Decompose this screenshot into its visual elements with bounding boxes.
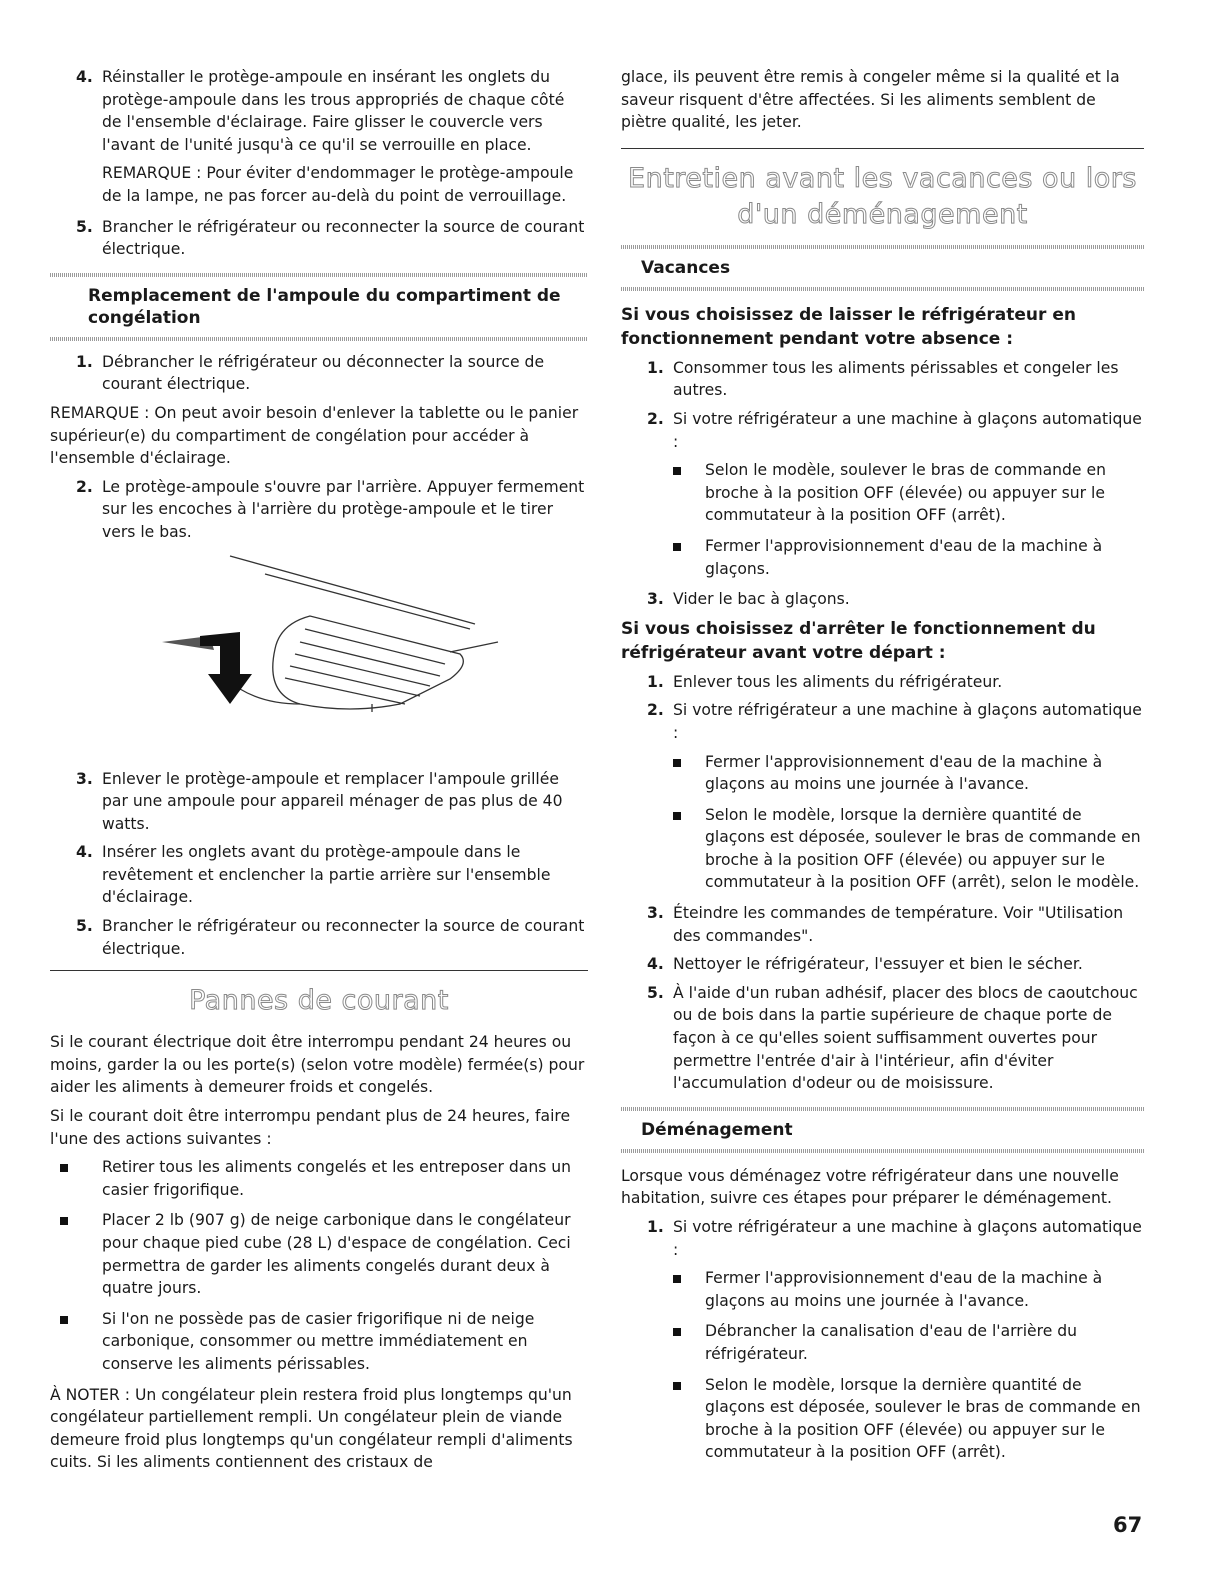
- moving-step-1-bullet-2: Débrancher la canalisation d'eau de l'arrière du réfrigérateur.: [621, 1320, 1144, 1365]
- off-step-2: 2. Si votre réfrigérateur a une machine à glaçons automatique :: [647, 701, 1142, 742]
- off-step-3: 3. Éteindre les commandes de température. Voir "Utilisation des commandes".: [647, 904, 1124, 945]
- note-lamp-shield: REMARQUE : Pour éviter d'endommager le protège-ampoule de la lampe, ne pas forcer au-delà du point de verrouillage.: [102, 164, 574, 205]
- power-para-1: Si le courant électrique doit être interrompu pendant 24 heures ou moins, garder la ou les porte(s) (selon votre modèle) fermée(s) pour aider les aliments à demeurer froids et congelés.: [50, 1033, 585, 1097]
- bullet-square-icon: [60, 1316, 68, 1324]
- moving-step-1-bullet-3: Selon le modèle, lorsque la dernière quantité de glaçons est déposée, soulever le bras de commande en broche à la position OFF (élevée) ou appuyer sur le commutateur à la position OFF (arrêt).: [621, 1374, 1144, 1464]
- vacation-subheading-off: Si vous choisissez d'arrêter le fonctionnement du réfrigérateur avant votre départ :: [621, 618, 1096, 663]
- bullet-square-icon: [60, 1164, 68, 1172]
- care-title-line-2: d'un déménagement: [737, 198, 1028, 230]
- step-4: 4. Réinstaller le protège-ampoule en insérant les onglets du protège-ampoule dans les trous appropriés de chaque côté de l'ensemble d'éclairage. Faire glisser le couvercle vers l'avant de l'unité jusqu'à ce qu'il se verrouille en place.: [76, 68, 565, 154]
- vacation-subheading-running: Si vous choisissez de laisser le réfrigérateur en fonctionnement pendant votre absence :: [621, 304, 1076, 349]
- freezer-step-4: 4. Insérer les onglets avant du protège-ampoule dans le revêtement et enclencher la partie arrière sur l'ensemble d'éclairage.: [76, 843, 551, 907]
- bullet-square-icon: [673, 1382, 681, 1390]
- off-step-1: 1. Enlever tous les aliments du réfrigérateur.: [647, 672, 1003, 691]
- moving-heading: Déménagement: [641, 1119, 793, 1140]
- moving-step-1: 1. Si votre réfrigérateur a une machine à glaçons automatique :: [647, 1218, 1142, 1259]
- power-outage-title: Pannes de courant: [189, 985, 449, 1017]
- right-column: [621, 66, 1144, 1472]
- vacation-step-2-bullet-2: Fermer l'approvisionnement d'eau de la machine à glaçons.: [621, 535, 1144, 580]
- divider-hatch: [621, 1149, 1144, 1153]
- vacation-step-2: 2. Si votre réfrigérateur a une machine à glaçons automatique :: [647, 409, 1142, 451]
- power-para-2: Si le courant doit être interrompu pendant plus de 24 heures, faire l'une des actions suivantes :: [50, 1107, 571, 1148]
- divider-hatch: [621, 287, 1144, 291]
- freezer-note: REMARQUE : On peut avoir besoin d'enlever la tablette ou le panier supérieur(e) du compartiment de congélation pour accéder à l'ensemble d'éclairage.: [50, 403, 579, 468]
- light-shield-drawing: [50, 554, 588, 754]
- bullet-square-icon: [673, 543, 681, 551]
- off-step-2-bullet-1: Fermer l'approvisionnement d'eau de la machine à glaçons au moins une journée à l'avance.: [621, 751, 1144, 796]
- left-column: [50, 66, 588, 1480]
- divider-hatch: [50, 337, 588, 341]
- freezer-bulb-heading: Remplacement de l'ampoule du compartiment de congélation: [88, 285, 561, 328]
- vacation-step-3: 3. Vider le bac à glaçons.: [647, 590, 850, 609]
- off-step-2-bullet-2: Selon le modèle, lorsque la dernière quantité de glaçons est déposée, soulever le bras de commande en broche à la position OFF (élevée) ou appuyer sur le commutateur à la position OFF (arrêt), selon le modèle.: [621, 804, 1144, 894]
- off-step-4: 4. Nettoyer le réfrigérateur, l'essuyer et bien le sécher.: [647, 955, 1083, 974]
- power-bullet-3: Si l'on ne possède pas de casier frigorifique ni de neige carbonique, consommer ou mettre immédiatement en conserve les aliments périssables.: [50, 1308, 588, 1376]
- bullet-square-icon: [673, 1328, 681, 1336]
- bullet-square-icon: [673, 812, 681, 820]
- bullet-square-icon: [60, 1217, 68, 1225]
- freezer-step-3: 3. Enlever le protège-ampoule et remplacer l'ampoule grillée par une ampoule pour appareil ménager de pas plus de 40 watts.: [76, 769, 563, 833]
- freezer-step-1: 1. Débrancher le réfrigérateur ou déconnecter la source de courant électrique.: [76, 352, 545, 394]
- bullet-square-icon: [673, 759, 681, 767]
- vacation-heading: Vacances: [641, 257, 731, 278]
- moving-step-1-bullet-1: Fermer l'approvisionnement d'eau de la machine à glaçons au moins une journée à l'avance.: [621, 1267, 1144, 1312]
- section-rule: [621, 148, 1144, 149]
- off-step-5: 5. À l'aide d'un ruban adhésif, placer des blocs de caoutchouc ou de bois dans la partie supérieure de chaque porte de façon à ce qu'elles soient suffisamment ouvertes pour permettre l'entrée d'air à l'intérieur, afin d'éviter l'accumulation d'odeur ou de moisissure.: [647, 983, 1138, 1093]
- power-bullet-2: Placer 2 lb (907 g) de neige carbonique dans le congélateur pour chaque pied cube (28 L) d'espace de congélation. Ceci permettra de garder les aliments congelés durant deux à quatre jours.: [50, 1209, 588, 1299]
- light-shield-illustration: [50, 554, 588, 754]
- section-rule: [50, 970, 588, 971]
- bullet-square-icon: [673, 1275, 681, 1283]
- care-title-line-1: Entretien avant les vacances ou lors: [628, 162, 1137, 194]
- freezer-step-5: 5. Brancher le réfrigérateur ou reconnecter la source de courant électrique.: [76, 917, 585, 958]
- freezer-step-2: 2. Le protège-ampoule s'ouvre par l'arrière. Appuyer fermement sur les encoches à l'arrière du protège-ampoule et le tirer vers le bas.: [76, 477, 585, 541]
- vacation-step-2-bullet-1: Selon le modèle, soulever le bras de commande en broche à la position OFF (élevée) ou appuyer sur le commutateur à la position OFF (arrêt).: [621, 459, 1144, 527]
- moving-para: Lorsque vous déménagez votre réfrigérateur dans une nouvelle habitation, suivre ces étapes pour préparer le déménagement.: [621, 1166, 1119, 1208]
- vacation-step-1: 1. Consommer tous les aliments périssables et congeler les autres.: [647, 358, 1119, 400]
- continued-para: glace, ils peuvent être remis à congeler même si la qualité et la saveur risquent d'être affectées. Si les aliments semblent de piètre qualité, les jeter.: [621, 68, 1120, 132]
- power-bullet-1: Retirer tous les aliments congelés et les entreposer dans un casier frigorifique.: [50, 1156, 588, 1201]
- bullet-square-icon: [673, 467, 681, 475]
- page-number: 67: [1113, 1513, 1143, 1537]
- step-5: 5. Brancher le réfrigérateur ou reconnecter la source de courant électrique.: [76, 217, 585, 259]
- power-note: À NOTER : Un congélateur plein restera froid plus longtemps qu'un congélateur partiellement rempli. Un congélateur plein de viande demeure froid plus longtemps qu'un congélateur rempli d'aliments cuits. Si les aliments contiennent des cristaux de: [50, 1385, 573, 1472]
